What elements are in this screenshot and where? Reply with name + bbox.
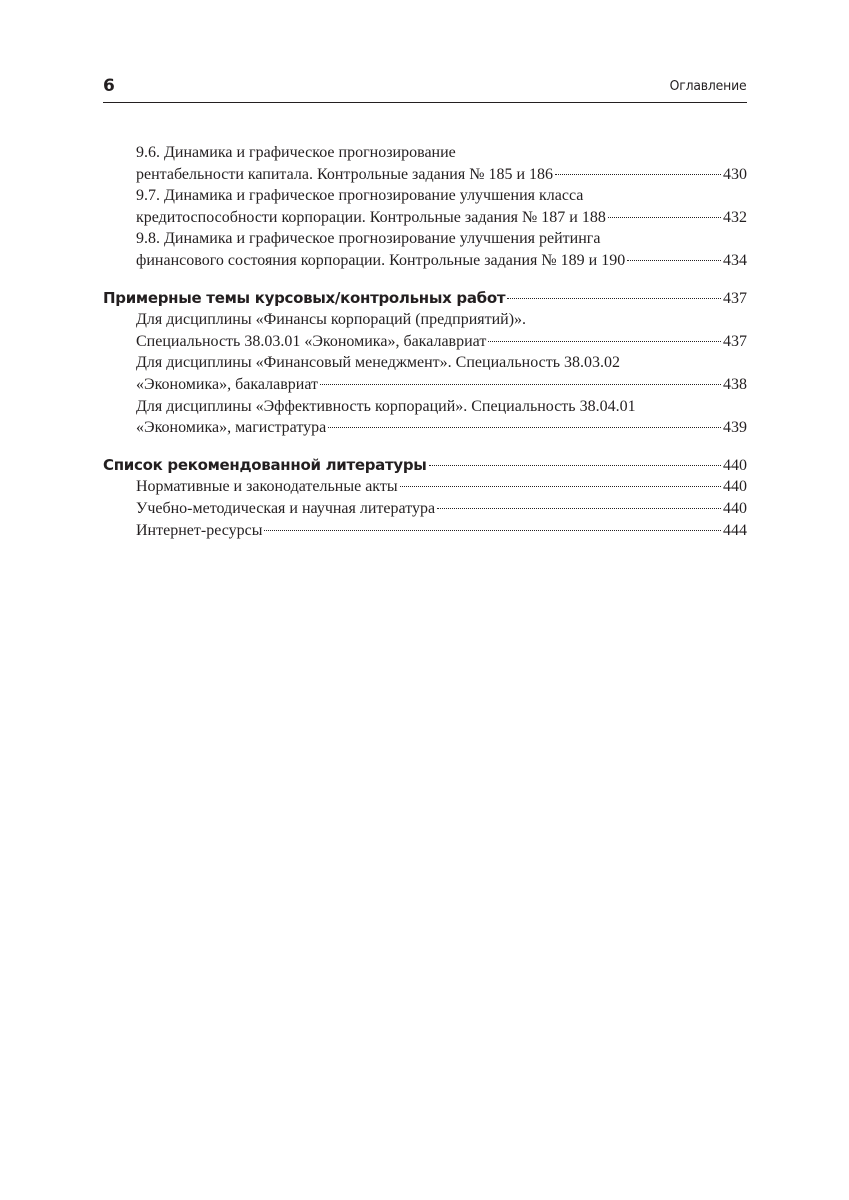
- toc-entry-title-line-1: 9.6. Динамика и графическое прогнозирование: [136, 144, 456, 161]
- page-number: 6: [103, 76, 115, 96]
- toc-entry-9-8[interactable]: [103, 228, 747, 271]
- dot-leader: [264, 530, 721, 531]
- toc-entry-title-line-2: «Экономика», магистратура: [136, 419, 327, 437]
- toc-entry-title: Интернет-ресурсы: [136, 521, 263, 539]
- toc-page-number: 434: [723, 251, 747, 269]
- toc-section-title: Список рекомендованной литературы: [103, 455, 427, 474]
- dot-leader: [608, 217, 721, 218]
- toc-entry-title-line-2: финансового состояния корпорации. Контрольные задания № 189 и 190: [136, 251, 626, 269]
- toc-entry-title-line-1: 9.7. Динамика и графическое прогнозирование улучшения класса: [136, 187, 584, 205]
- toc-page-number: 444: [723, 521, 747, 539]
- toc-entry-internet-resources[interactable]: [103, 520, 747, 542]
- toc-entry-title: Нормативные и законодательные акты: [136, 478, 398, 496]
- toc-page-number: 440: [723, 478, 747, 496]
- dot-leader: [488, 341, 721, 342]
- toc-entry-corporate-efficiency[interactable]: [103, 396, 747, 439]
- toc-page-number: 432: [723, 208, 747, 226]
- toc-entry-title-line-1: 9.8. Динамика и графическое прогнозирование улучшения рейтинга: [136, 230, 601, 248]
- toc-section-title: Примерные темы курсовых/контрольных работ: [103, 288, 506, 307]
- toc-entry-title-line-1: Для дисциплины «Финансовый менеджмент». Специальность 38.03.02: [136, 354, 620, 372]
- toc-entry-title: Учебно-методическая и научная литература: [136, 499, 436, 517]
- dot-leader: [400, 486, 721, 487]
- dot-leader: [507, 298, 721, 299]
- toc-entry-title-line-2: кредитоспособности корпорации. Контрольные задания № 187 и 188: [136, 208, 606, 226]
- toc-entry-title-line-1: Для дисциплины «Финансы корпораций (предприятий)».: [136, 311, 527, 329]
- toc-page-number: 440: [723, 499, 747, 517]
- toc-page-number: 439: [723, 419, 747, 437]
- toc-entry-title-line-2: рентабельности капитала. Контрольные задания № 185 и 186: [136, 165, 554, 183]
- toc-entry-title-line-1: Для дисциплины «Эффективность корпораций». Специальность 38.04.01: [136, 397, 636, 415]
- toc-entry-title-line-2: «Экономика», бакалавриат: [136, 375, 318, 393]
- dot-leader: [429, 465, 721, 466]
- running-header: [103, 74, 747, 103]
- toc-entry-corporate-finance[interactable]: [103, 309, 747, 352]
- dot-leader: [627, 260, 721, 261]
- dot-leader: [328, 427, 721, 428]
- dot-leader: [555, 174, 721, 175]
- toc-entry-financial-management[interactable]: [103, 352, 747, 395]
- running-title: Оглавление: [669, 78, 746, 94]
- toc-entry-academic-literature[interactable]: [103, 498, 747, 520]
- table-of-contents: [103, 142, 747, 541]
- toc-page-number: 438: [723, 375, 747, 393]
- toc-entry-title-line-2: Специальность 38.03.01 «Экономика», бакалавриат: [136, 332, 487, 350]
- toc-section-references[interactable]: [103, 455, 747, 477]
- dot-leader: [320, 384, 721, 385]
- toc-section-course-work-topics[interactable]: [103, 288, 747, 310]
- toc-page-number: 440: [723, 456, 747, 474]
- dot-leader: [437, 508, 721, 509]
- toc-page-number: 430: [723, 165, 747, 183]
- toc-entry-regulatory-acts[interactable]: [103, 476, 747, 498]
- toc-page-number: 437: [723, 332, 747, 350]
- toc-page-number: 437: [723, 289, 747, 307]
- toc-entry-9-6[interactable]: [103, 142, 747, 185]
- toc-entry-9-7[interactable]: [103, 185, 747, 228]
